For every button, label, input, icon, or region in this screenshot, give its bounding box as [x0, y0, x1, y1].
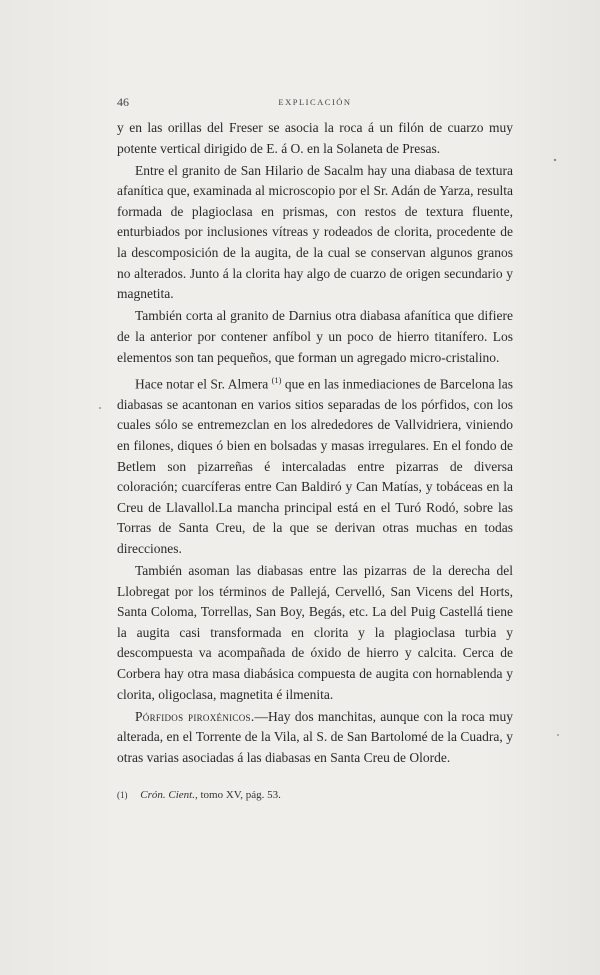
- body-text: [117, 118, 513, 770]
- paragraph-2: [117, 161, 513, 305]
- paragraph-4-text-before: Hace notar el Sr. Almera: [135, 376, 269, 392]
- paragraph-6-text: —Hay dos manchitas, aunque con la roca muy alterada, en el Torrente de la Vila, al S. de San Bartolomé de la Cuadra, y otras varias asociadas á las diabasas en Santa Creu de Olorde.: [117, 708, 513, 765]
- paper-speck: [99, 407, 101, 409]
- paragraph-4-text-after: que en las inmediaciones de Barcelona las diabasas se acantonan en varios sitios separadas de los pórfidos, con los cuales sólo se entremezclan en los alrededores de Vallvidriera, viniendo en filones, diques ó bien en bolsadas y masas irregulares. En el fondo de Betlem son pizarreñas é intercaladas entre pizarras de diversa coloración; cuarcíferas entre Can Baldiró y Can Matías, y tobáceas en la Creu de Llavallol.La mancha principal está en el Turó Rodó, sobre las Torras de Santa Creu, de la que se derivan otras muchas en todas direcciones.: [117, 376, 513, 556]
- paragraph-1: [117, 118, 513, 159]
- section-label: Pórfidos piroxénicos.: [135, 708, 255, 724]
- footnote-reference[interactable]: (1): [271, 374, 282, 385]
- paper-speck: [557, 734, 559, 736]
- footnote-text: tomo XV, pág. 53.: [200, 789, 281, 801]
- footnote-title: Crón. Cient.,: [140, 789, 198, 801]
- paragraph-1-text: y en las orillas del Freser se asocia la roca á un filón de cuarzo muy potente vertical dirigido de E. á O. en la Solaneta de Presas.: [117, 120, 513, 156]
- paragraph-3: [117, 306, 513, 368]
- paragraph-4: [117, 370, 513, 560]
- paragraph-5: [117, 561, 513, 705]
- page-header: [117, 95, 513, 111]
- footnote: [117, 789, 513, 801]
- paragraph-3-text: También corta al granito de Darnius otra diabasa afanítica que difiere de la anterior por contener anfíbol y un poco de hierro titanífero. Los elementos son tan pequeños, que forman un agregado micro-cristalino.: [117, 308, 513, 365]
- paper-speck: [554, 159, 556, 161]
- paragraph-6: [117, 707, 513, 769]
- footnote-mark: (1): [117, 790, 128, 800]
- paragraph-5-text: También asoman las diabasas entre las pizarras de la derecha del Llobregat por los términos de Pallejá, Cervelló, San Vicens del Horts, Santa Coloma, Torrellas, San Boy, Begás, etc. La del Puig Castellá tiene la augita casi transformada en clorita y la plagioclasa turbia y descompuesta va acompañada de óxido de hierro y calcita. Cerca de Corbera hay otra masa diabásica compuesta de augita con hornablenda y clorita, oligoclasa, magnetita é ilmenita.: [117, 562, 513, 702]
- running-head: EXPLICACIÓN: [278, 97, 352, 107]
- paragraph-2-text: Entre el granito de San Hilario de Sacalm hay una diabasa de textura afanítica que, examinada al microscopio por el Sr. Adán de Yarza, resulta formada de plagioclasa en prismas, con restos de textura fluente, enturbiados por inclusiones vítreas y rodeados de clorita, procedente de la descomposición de la augita, de la cual se conservan algunos granos no alterados. Junto á la clorita hay algo de cuarzo de origen secundario y magnetita.: [117, 162, 513, 302]
- page-number: 46: [117, 95, 129, 109]
